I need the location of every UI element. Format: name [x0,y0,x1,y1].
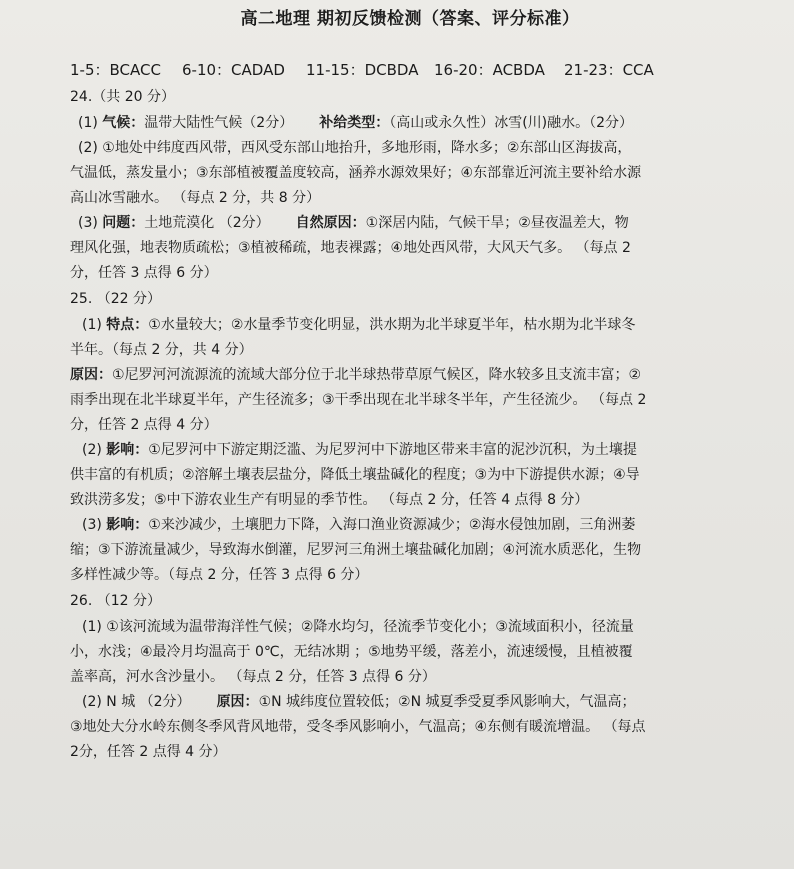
q25-part3-impact-text: ①来沙减少，土壤肥力下降，入海口渔业资源减少；②海水侵蚀加剧，三角洲萎 [148,517,636,533]
q26-part1-line2: 小，水浅；④最冷月均温高于 0℃，无结冰期 ；⑤地势平缓，落差小，流速缓慢，且植被覆 [70,644,633,660]
q24-climate-key: 气候： [102,115,145,131]
q25-part1-label: (1) [82,317,107,333]
q25-part2-impact-key: 影响： [106,442,149,458]
q24-problem-text: 土地荒漠化 （2分） [144,215,270,231]
q26-part1-line1: (1) ①该河流域为温带海洋性气候；②降水均匀，径流季节变化小；③流域面积小，径流量 [82,619,634,635]
q26-part2-line2: ③地处大分水岭东侧冬季风背风地带，受冬季风影响小，气温高；④东侧有暖流增温。 （每点 [70,719,646,735]
q24-supply-text: （高山或永久性）冰雪(川)融水。（2分） [389,115,634,131]
q25-part2-label: (2) [82,442,107,458]
q25-part2-line2: 供丰富的有机质；②溶解土壤表层盐分，降低土壤盐碱化的程度；③为中下游提供水源；④导 [70,467,640,483]
q24-problem-key: 问题： [102,215,145,231]
q24-part3 [70,211,750,236]
q26-part1-line3: 盖率高，河水含沙量小。 （每点 2 分，任答 3 点得 6 分） [70,669,436,685]
q25-part3-label: (3) [82,517,107,533]
q25-feature-text: ①水量较大；②水量季节变化明显，洪水期为北半球夏半年，枯水期为北半球冬 [148,317,636,333]
answer-group-1-5: 1-5：BCACC [70,61,161,79]
q26-reason-text: ①N 城纬度位置较低；②N 城夏季受夏季风影响大，气温高； [258,694,636,710]
answer-group-16-20: 16-20：ACBDA [434,61,545,79]
q24-header: 24.（共 20 分） [70,89,175,105]
q24-part3-line2: 理风化强，地表物质疏松；③植被稀疏，地表裸露；④地处西风带，大风天气多。 （每点 2 [70,240,631,256]
q25-reason-line3: 分，任答 2 点得 4 分） [70,417,218,433]
q25-reason-key: 原因： [70,367,112,383]
q26-header: 26. （12 分） [70,593,161,609]
q24-part1-label: (1) [78,115,103,131]
q26-part2-answer: (2) N 城 （2分） [82,694,191,710]
q25-reason-line2: 雨季出现在北半球夏半年，产生径流多；③干季出现在北半球冬半年，产生径流少。 （每点 2 [70,392,647,408]
answer-group-11-15: 11-15：DCBDA [306,61,419,79]
q25-part2-line3: 致洪涝多发；⑤中下游农业生产有明显的季节性。 （每点 2 分，任答 4 点得 8 分） [70,492,589,508]
answer-group-6-10: 6-10：CADAD [182,61,285,79]
q24-natural-cause-text: ①深居内陆，气候干旱；②昼夜温差大，物 [365,215,629,231]
q25-part2-impact-text: ①尼罗河中下游定期泛滥、为尼罗河中下游地区带来丰富的泥沙沉积，为土壤提 [148,442,637,458]
q25-part3 [70,513,750,538]
q26-reason-key: 原因： [216,694,259,710]
q26-part2-line3: 2分，任答 2 点得 4 分） [70,744,227,760]
page-title: 高二地理 期初反馈检测（答案、评分标准） [240,9,580,29]
q25-header: 25. （22 分） [70,291,161,307]
q24-part1 [70,111,750,136]
q25-part2 [70,438,750,463]
multiple-choice-answers [70,56,750,84]
q24-supply-key: 补给类型： [319,115,390,131]
q24-climate-text: 温带大陆性气候（2分） [144,115,294,131]
q25-reason [70,363,750,388]
answer-group-21-23: 21-23：CCA [564,61,654,79]
q25-feature-key: 特点： [106,317,149,333]
q24-part2-line2: 气温低，蒸发量小；③东部植被覆盖度较高，涵养水源效果好；④东部靠近河流主要补给水源 [70,165,642,181]
q24-part2-line1: (2) ①地处中纬度西风带，西风受东部山地抬升，多地形雨，降水多；②东部山区海拔高， [78,140,632,156]
q24-part2-line3: 高山冰雪融水。 （每点 2 分，共 8 分） [70,190,321,206]
q25-part3-line2: 缩；③下游流量减少，导致海水倒灌，尼罗河三角洲土壤盐碱化加剧；④河流水质恶化，生物 [70,542,642,558]
q25-part3-impact-key: 影响： [106,517,149,533]
q25-reason-text: ①尼罗河河流源流的流域大部分位于北半球热带草原气候区，降水较多且支流丰富；② [112,367,642,383]
q24-part3-line3: 分，任答 3 点得 6 分） [70,265,218,281]
q24-natural-cause-key: 自然原因： [295,215,366,231]
q25-part1 [70,313,750,338]
q24-part3-label: (3) [78,215,103,231]
q25-part1-line2: 半年。（每点 2 分，共 4 分） [70,342,253,358]
q25-part3-line3: 多样性减少等。（每点 2 分，任答 3 点得 6 分） [70,567,369,583]
q26-part2 [70,690,750,715]
